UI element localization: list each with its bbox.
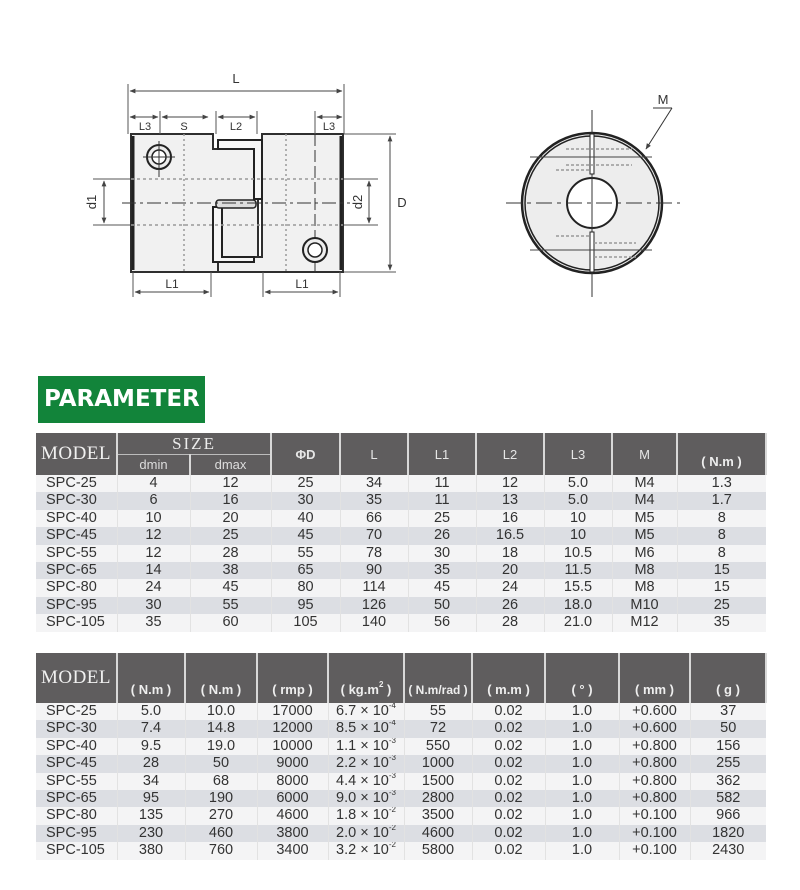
col-header-size: SIZE [117,433,271,455]
cell-weight: 1820 [690,825,766,842]
cell-axial: +0.100 [619,807,690,824]
cell-weight: 582 [690,790,766,807]
cell-rated-torque: 9.5 [117,738,185,755]
cell-l2: 16.5 [476,527,544,544]
cell-max-torque: 270 [185,807,257,824]
cell-dmin: 4 [117,475,190,492]
cell-angular: 1.0 [545,703,619,720]
cell-stiffness: 1500 [404,773,472,790]
cell-inertia [328,703,404,720]
cell-torque: 8 [677,510,766,527]
cell-phi-d: 95 [271,597,340,614]
cell-dmin: 24 [117,579,190,596]
cell-model: SPC-40 [36,510,117,527]
table-row [36,738,766,755]
cell-l3: 10 [544,510,612,527]
label-d1: d1 [84,194,99,210]
cell-max-torque: 50 [185,755,257,772]
cell-l3: 5.0 [544,492,612,509]
cell-l1: 26 [408,527,476,544]
cell-radial: 0.02 [472,773,545,790]
col-header-l: L [340,433,408,475]
coupling-technical-drawing [0,0,800,360]
inertia-exp: -2 [388,842,396,850]
cell-phi-d: 55 [271,545,340,562]
col-header-dmin: dmin [117,455,190,476]
inertia-base: 2.2 × 10 [336,755,389,772]
inertia-exp: -3 [388,737,396,745]
cell-m: M10 [612,597,677,614]
cell-l2: 24 [476,579,544,596]
col-header-max-torque: ( N.m ) [185,653,257,703]
cell-radial: 0.02 [472,842,545,859]
inertia-exp: -4 [388,703,396,710]
cell-max-torque: 760 [185,842,257,859]
label-D: D [397,195,407,210]
col-header-rated-torque: ( N.m ) [117,653,185,703]
cell-rated-torque: 28 [117,755,185,772]
cell-l: 126 [340,597,408,614]
table-row [36,842,766,859]
cell-dmax: 25 [190,527,271,544]
cell-inertia [328,773,404,790]
cell-weight: 156 [690,738,766,755]
cell-angular: 1.0 [545,773,619,790]
cell-radial: 0.02 [472,755,545,772]
cell-model: SPC-55 [36,773,117,790]
cell-model: SPC-40 [36,738,117,755]
cell-radial: 0.02 [472,790,545,807]
end-view [506,108,680,297]
label-L2: L2 [229,121,243,133]
cell-l1: 56 [408,614,476,631]
table-row [36,614,766,631]
cell-dmin: 30 [117,597,190,614]
cell-inertia [328,755,404,772]
col-header-model: MODEL [36,433,117,475]
cell-speed: 12000 [257,720,328,737]
cell-l: 90 [340,562,408,579]
cell-torque: 35 [677,614,766,631]
cell-dmin: 10 [117,510,190,527]
cell-l2: 18 [476,545,544,562]
table-row [36,807,766,824]
cell-dmin: 12 [117,545,190,562]
inertia-exp: -3 [388,772,396,780]
col-header-weight: ( g ) [690,653,766,703]
col-header-angular: ( ° ) [545,653,619,703]
cell-stiffness: 5800 [404,842,472,859]
inertia-unit-text: ( kg.m [340,682,379,697]
cell-speed: 3400 [257,842,328,859]
side-view [93,84,396,297]
col-header-dmax: dmax [190,455,271,476]
col-header-axial: ( mm ) [619,653,690,703]
label-S: S [180,121,188,133]
cell-inertia [328,790,404,807]
label-L: L [232,71,240,86]
label-d2: d2 [350,194,365,210]
cell-max-torque: 14.8 [185,720,257,737]
cell-axial: +0.100 [619,842,690,859]
cell-model: SPC-95 [36,597,117,614]
cell-speed: 6000 [257,790,328,807]
col-header-model: MODEL [36,653,117,703]
cell-torque: 25 [677,597,766,614]
cell-l: 35 [340,492,408,509]
cell-l2: 20 [476,562,544,579]
cell-speed: 8000 [257,773,328,790]
table-row [36,755,766,772]
cell-rated-torque: 230 [117,825,185,842]
cell-model: SPC-30 [36,720,117,737]
table-row [36,527,766,544]
table-row [36,562,766,579]
cell-l: 78 [340,545,408,562]
cell-torque: 8 [677,545,766,562]
cell-l1: 30 [408,545,476,562]
cell-l2: 13 [476,492,544,509]
cell-angular: 1.0 [545,825,619,842]
col-header-radial: ( m.m ) [472,653,545,703]
cell-m: M6 [612,545,677,562]
cell-rated-torque: 380 [117,842,185,859]
cell-model: SPC-55 [36,545,117,562]
inertia-base: 4.4 × 10 [336,772,389,789]
inertia-exp: -2 [388,807,396,815]
cell-l2: 12 [476,475,544,492]
cell-stiffness: 4600 [404,825,472,842]
cell-model: SPC-105 [36,614,117,631]
cell-rated-torque: 34 [117,773,185,790]
cell-dmax: 12 [190,475,271,492]
cell-dmax: 20 [190,510,271,527]
cell-model: SPC-25 [36,475,117,492]
cell-axial: +0.800 [619,738,690,755]
cell-l1: 35 [408,562,476,579]
cell-weight: 966 [690,807,766,824]
table-row [36,825,766,842]
cell-radial: 0.02 [472,703,545,720]
inertia-base: 6.7 × 10 [336,703,389,719]
cell-speed: 4600 [257,807,328,824]
cell-inertia [328,825,404,842]
inertia-base: 1.8 × 10 [336,807,389,824]
cell-dmin: 6 [117,492,190,509]
cell-rated-torque: 5.0 [117,703,185,720]
table-row [36,773,766,790]
cell-l3: 15.5 [544,579,612,596]
inertia-unit-close: ) [383,682,392,697]
cell-model: SPC-105 [36,842,117,859]
cell-weight: 2430 [690,842,766,859]
cell-speed: 3800 [257,825,328,842]
cell-phi-d: 65 [271,562,340,579]
cell-phi-d: 30 [271,492,340,509]
cell-phi-d: 45 [271,527,340,544]
cell-m: M4 [612,492,677,509]
cell-model: SPC-30 [36,492,117,509]
inertia-base: 1.1 × 10 [336,737,389,754]
inertia-base: 8.5 × 10 [336,720,389,737]
cell-model: SPC-80 [36,807,117,824]
cell-l3: 18.0 [544,597,612,614]
cell-angular: 1.0 [545,842,619,859]
cell-radial: 0.02 [472,738,545,755]
cell-m: M12 [612,614,677,631]
cell-l3: 10.5 [544,545,612,562]
cell-axial: +0.100 [619,825,690,842]
inertia-exp: -3 [388,790,396,798]
table-row [36,597,766,614]
cell-angular: 1.0 [545,790,619,807]
table-row [36,720,766,737]
cell-angular: 1.0 [545,755,619,772]
cell-radial: 0.02 [472,807,545,824]
cell-dmax: 45 [190,579,271,596]
inertia-exp: -2 [388,824,396,832]
cell-l: 140 [340,614,408,631]
cell-torque: 8 [677,527,766,544]
cell-weight: 37 [690,703,766,720]
cell-stiffness: 3500 [404,807,472,824]
table-row [36,703,766,720]
cell-speed: 9000 [257,755,328,772]
cell-model: SPC-45 [36,527,117,544]
cell-m: M4 [612,475,677,492]
col-header-torque: ( N.m ) [677,433,766,475]
label-L3-right: L3 [322,121,336,133]
col-header-l1: L1 [408,433,476,475]
cell-l1: 11 [408,492,476,509]
cell-axial: +0.600 [619,720,690,737]
cell-model: SPC-65 [36,790,117,807]
cell-dmin: 12 [117,527,190,544]
cell-l: 66 [340,510,408,527]
cell-l2: 16 [476,510,544,527]
cell-angular: 1.0 [545,720,619,737]
cell-model: SPC-25 [36,703,117,720]
inertia-exp: -4 [388,720,396,728]
cell-l2: 26 [476,597,544,614]
cell-max-torque: 68 [185,773,257,790]
cell-model: SPC-45 [36,755,117,772]
cell-radial: 0.02 [472,825,545,842]
cell-l3: 11.5 [544,562,612,579]
cell-axial: +0.800 [619,790,690,807]
cell-radial: 0.02 [472,720,545,737]
cell-rated-torque: 135 [117,807,185,824]
cell-rated-torque: 7.4 [117,720,185,737]
cell-l3: 21.0 [544,614,612,631]
cell-l3: 10 [544,527,612,544]
cell-dmax: 16 [190,492,271,509]
label-M: M [657,92,669,107]
inertia-unit-exp: 2 [378,680,384,689]
cell-inertia [328,807,404,824]
cell-stiffness: 72 [404,720,472,737]
cell-model: SPC-80 [36,579,117,596]
cell-l3: 5.0 [544,475,612,492]
inertia-base: 9.0 × 10 [336,790,389,807]
cell-torque: 15 [677,562,766,579]
cell-max-torque: 10.0 [185,703,257,720]
cell-dmax: 28 [190,545,271,562]
cell-m: M5 [612,510,677,527]
label-L3-left: L3 [138,121,152,133]
cell-phi-d: 105 [271,614,340,631]
cell-inertia [328,842,404,859]
cell-phi-d: 80 [271,579,340,596]
table-row [36,475,766,492]
performance-table [36,653,767,860]
cell-l2: 28 [476,614,544,631]
cell-axial: +0.800 [619,755,690,772]
table-row [36,510,766,527]
cell-l1: 25 [408,510,476,527]
cell-dmax: 55 [190,597,271,614]
cell-dmax: 60 [190,614,271,631]
cell-angular: 1.0 [545,807,619,824]
cell-rated-torque: 95 [117,790,185,807]
inertia-base: 2.0 × 10 [336,824,389,841]
cell-axial: +0.800 [619,773,690,790]
cell-stiffness: 2800 [404,790,472,807]
col-header-inertia [328,653,404,703]
cell-model: SPC-65 [36,562,117,579]
col-header-l3: L3 [544,433,612,475]
cell-dmin: 35 [117,614,190,631]
cell-max-torque: 460 [185,825,257,842]
table-row [36,579,766,596]
table-row [36,545,766,562]
table-row [36,492,766,509]
cell-l: 34 [340,475,408,492]
cell-phi-d: 40 [271,510,340,527]
cell-l1: 50 [408,597,476,614]
cell-dmin: 14 [117,562,190,579]
cell-stiffness: 1000 [404,755,472,772]
cell-speed: 17000 [257,703,328,720]
inertia-base: 3.2 × 10 [336,842,389,859]
cell-m: M8 [612,562,677,579]
table-row [36,790,766,807]
cell-l1: 11 [408,475,476,492]
parameter-section-badge: PARAMETER [38,376,205,423]
cell-max-torque: 190 [185,790,257,807]
cell-l: 114 [340,579,408,596]
cell-max-torque: 19.0 [185,738,257,755]
inertia-exp: -3 [388,755,396,763]
cell-inertia [328,738,404,755]
label-L1-right: L1 [295,277,309,291]
label-L1-left: L1 [165,277,179,291]
col-header-speed: ( rmp ) [257,653,328,703]
cell-stiffness: 55 [404,703,472,720]
cell-weight: 50 [690,720,766,737]
cell-speed: 10000 [257,738,328,755]
cell-axial: +0.600 [619,703,690,720]
cell-stiffness: 550 [404,738,472,755]
cell-dmax: 38 [190,562,271,579]
cell-angular: 1.0 [545,738,619,755]
cell-torque: 1.7 [677,492,766,509]
col-header-phi-d: ΦD [271,433,340,475]
cell-model: SPC-95 [36,825,117,842]
cell-phi-d: 25 [271,475,340,492]
cell-weight: 362 [690,773,766,790]
cell-weight: 255 [690,755,766,772]
cell-torque: 1.3 [677,475,766,492]
cell-l: 70 [340,527,408,544]
col-header-stiffness: ( N.m/rad ) [404,653,472,703]
col-header-l2: L2 [476,433,544,475]
cell-l1: 45 [408,579,476,596]
cell-m: M5 [612,527,677,544]
dimensions-table [36,433,767,632]
col-header-m: M [612,433,677,475]
cell-torque: 15 [677,579,766,596]
cell-m: M8 [612,579,677,596]
cell-inertia [328,720,404,737]
